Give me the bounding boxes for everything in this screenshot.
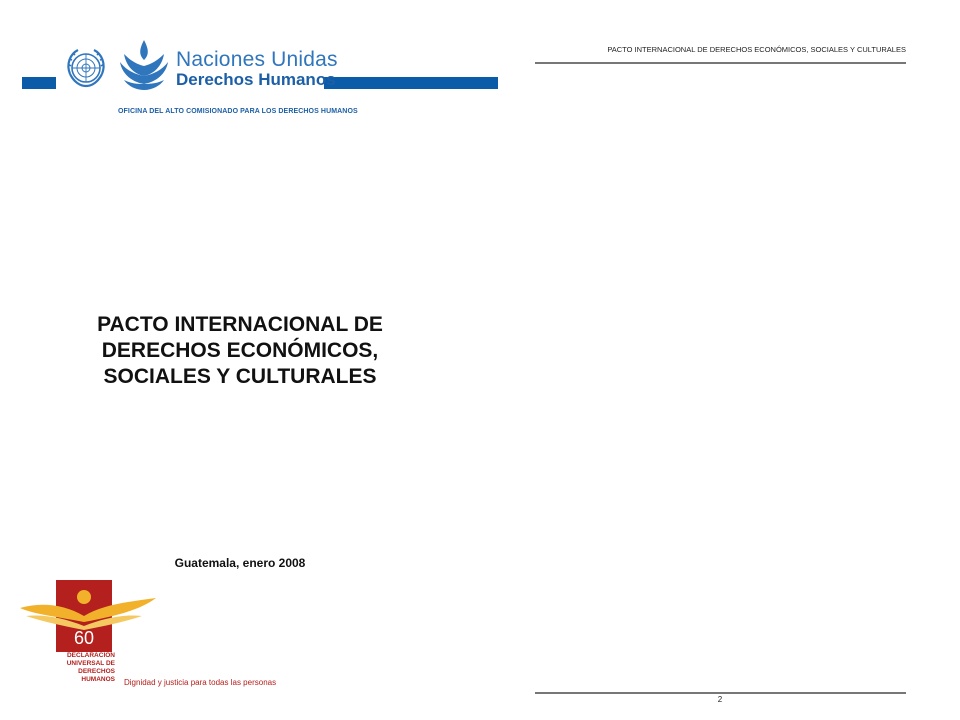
udhr-line-2: UNIVERSAL DE	[66, 660, 115, 667]
header-rule	[535, 62, 906, 64]
anniversary-tagline: Dignidad y justicia para todas las personas	[124, 678, 277, 687]
un-emblem-icon	[62, 44, 110, 92]
brand-name-line2: Derechos Humanos	[176, 70, 336, 89]
udhr-line-3: DERECHOS	[78, 668, 115, 675]
human-rights-hands-icon	[118, 36, 170, 94]
udhr-label	[30, 652, 115, 684]
page-number: 2	[717, 695, 723, 704]
udhr-line-1: DECLARACIÓN	[66, 652, 115, 659]
title-line-3: SOCIALES Y CULTURALES	[103, 365, 377, 388]
anniversary-number: 60	[73, 628, 95, 648]
brand-bar-left	[22, 77, 56, 89]
brand-bar-right	[324, 77, 498, 89]
title-line-1: PACTO INTERNACIONAL DE	[97, 313, 383, 336]
footer-rule	[535, 692, 906, 694]
brand-name-line1: Naciones Unidas	[176, 48, 338, 71]
office-subtitle: OFICINA DEL ALTO COMISIONADO PARA LOS DERECHOS HUMANOS	[118, 108, 358, 115]
document-title	[70, 312, 410, 390]
title-line-2: DERECHOS ECONÓMICOS,	[101, 339, 379, 362]
running-header: PACTO INTERNACIONAL DE DERECHOS ECONÓMICOS, SOCIALES Y CULTURALES	[607, 45, 906, 54]
place-date: Guatemala, enero 2008	[174, 556, 306, 570]
udhr-line-4: HUMANOS	[81, 676, 115, 683]
